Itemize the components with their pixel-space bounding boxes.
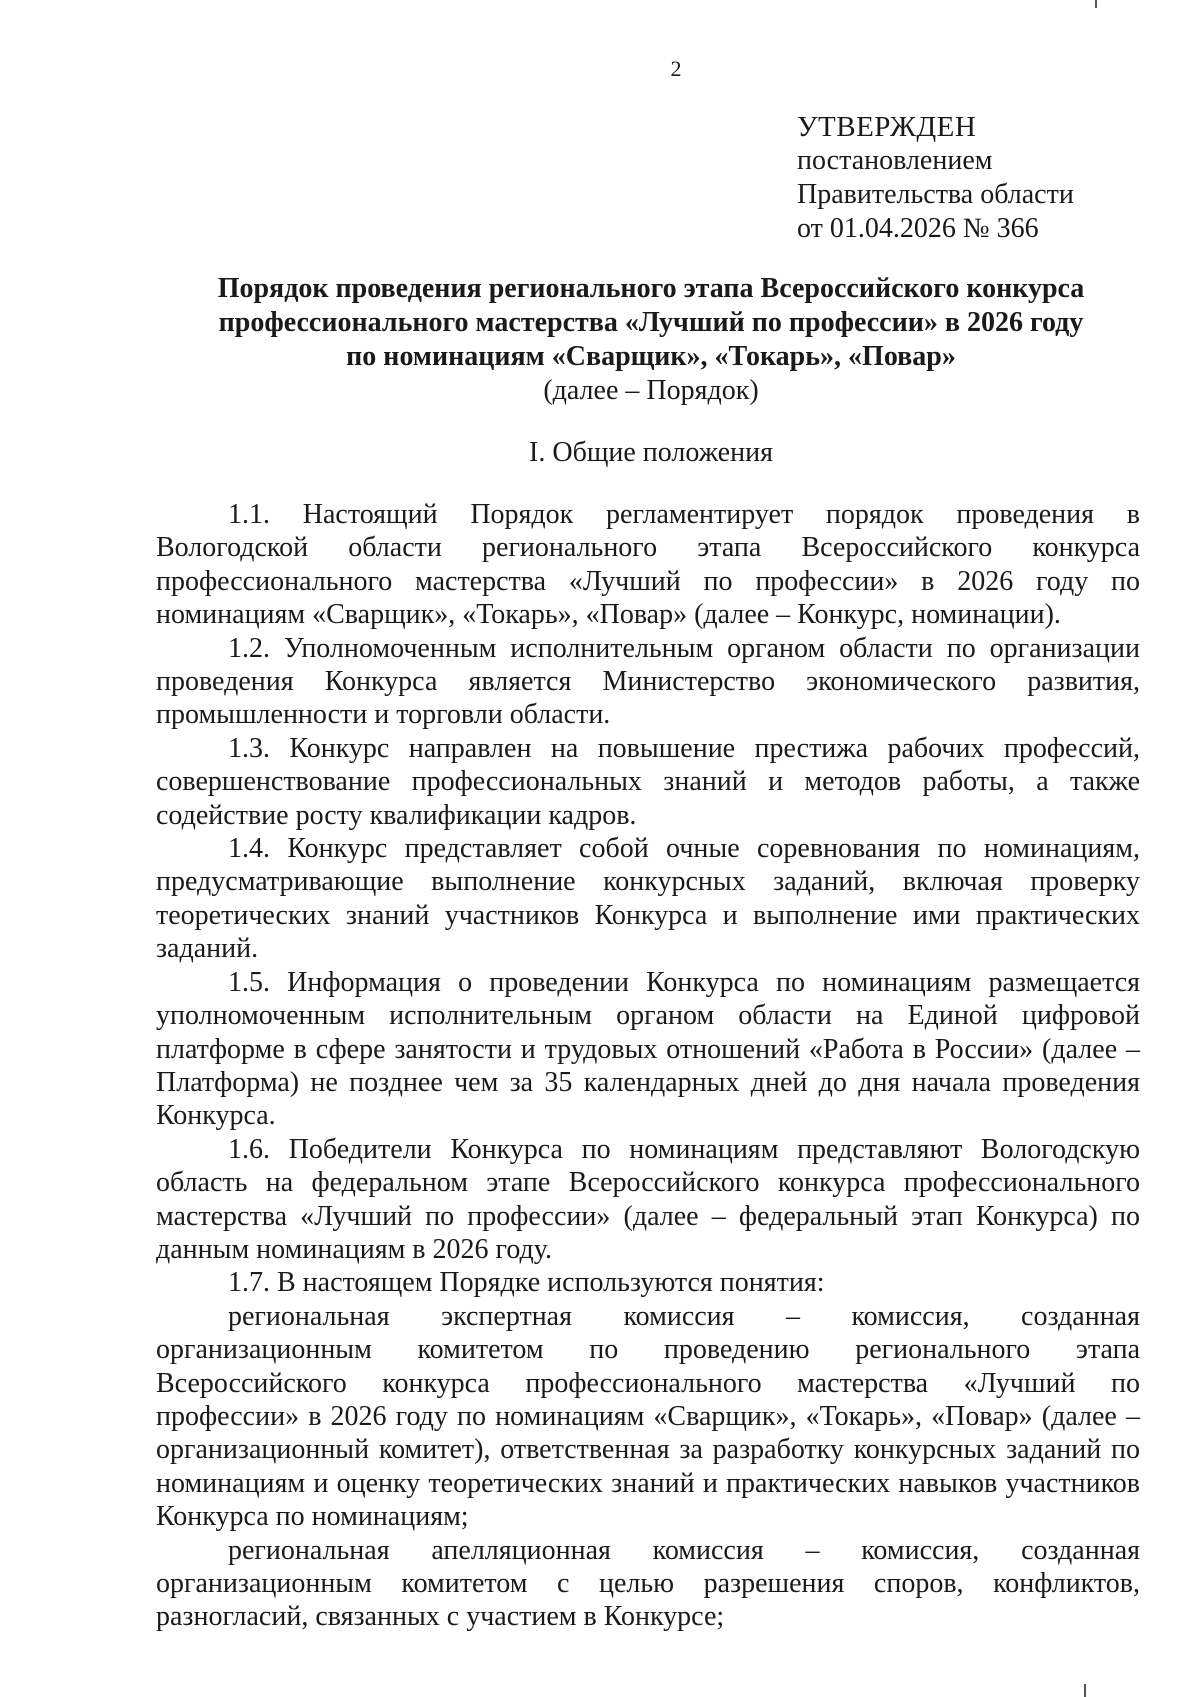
page-number: 2 [670, 56, 682, 81]
paragraph-1-5: 1.5. Информация о проведении Конкурса по номинациям размещается уполномоченным исполнительным органом области на Единой цифровой платформе в сфере занятости и трудовых отношений «Работа в России» (далее – Платформа) не позднее чем за 35 календарных дней до дня начала проведения Конкурса. [156, 966, 1140, 1132]
definition-appeal-commission: региональная апелляционная комиссия – комиссия, созданная организационным комитетом с целью разрешения споров, конфликтов, разногласий, связанных с участием в Конкурсе; [156, 1534, 1140, 1633]
approval-stamp [797, 110, 1177, 246]
title-line: профессионального мастерства «Лучший по профессии» в 2026 году [218, 307, 1084, 338]
paragraph-1-1: 1.1. Настоящий Порядок регламентирует порядок проведения в Вологодской области регионального этапа Всероссийского конкурса профессионального мастерства «Лучший по профессии» в 2026 году по номинациям «Сварщик», «Токарь», «Повар» (далее – Конкурс, номинации). [156, 499, 1140, 631]
approval-line: постановлением [797, 145, 993, 176]
title-subtitle: (далее – Порядок) [543, 375, 759, 406]
definition-expert-commission: региональная экспертная комиссия – комиссия, созданная организационным комитетом по проведению регионального этапа Всероссийского конкурса профессионального мастерства «Лучший по профессии» в 2026 году по номинациям «Сварщик», «Токарь», «Повар» (далее – организационный комитет), ответственная за разработку конкурсных заданий по номинациям и оценку теоретических знаний и практических навыков участников Конкурса по номинациям; [156, 1300, 1140, 1533]
approval-title: УТВЕРЖДЕН [797, 111, 977, 143]
title-line: Порядок проведения регионального этапа Всероссийского конкурса [217, 273, 1085, 304]
section-heading: I. Общие положения [529, 437, 773, 468]
approval-line: Правительства области [797, 179, 1074, 210]
title-line: по номинациям «Сварщик», «Токарь», «Повар» [346, 341, 956, 372]
scan-edge-mark [1084, 1684, 1086, 1697]
approval-date-number: от 01.04.2026 № 366 [797, 213, 1039, 244]
paragraph-1-6: 1.6. Победители Конкурса по номинациям представляют Вологодскую область на федеральном этапе Всероссийского конкурса профессионального мастерства «Лучший по профессии» (далее – федеральный этап Конкурса) по данным номинациям в 2026 году. [156, 1133, 1140, 1265]
document-title [150, 272, 1152, 408]
paragraph-1-3: 1.3. Конкурс направлен на повышение престижа рабочих профессий, совершенствование профессиональных знаний и методов работы, а также содействие росту квалификации кадров. [156, 732, 1140, 831]
paragraph-1-2: 1.2. Уполномоченным исполнительным органом области по организации проведения Конкурса является Министерство экономического развития, промышленности и торговли области. [156, 632, 1140, 731]
scan-edge-mark [1095, 0, 1097, 8]
paragraph-1-7: 1.7. В настоящем Порядке используются понятия: [228, 1267, 825, 1299]
paragraph-1-4: 1.4. Конкурс представляет собой очные соревнования по номинациям, предусматривающие выполнение конкурсных заданий, включая проверку теоретических знаний участников Конкурса и выполнение ими практических заданий. [156, 833, 1140, 965]
section-body [156, 498, 1140, 1634]
